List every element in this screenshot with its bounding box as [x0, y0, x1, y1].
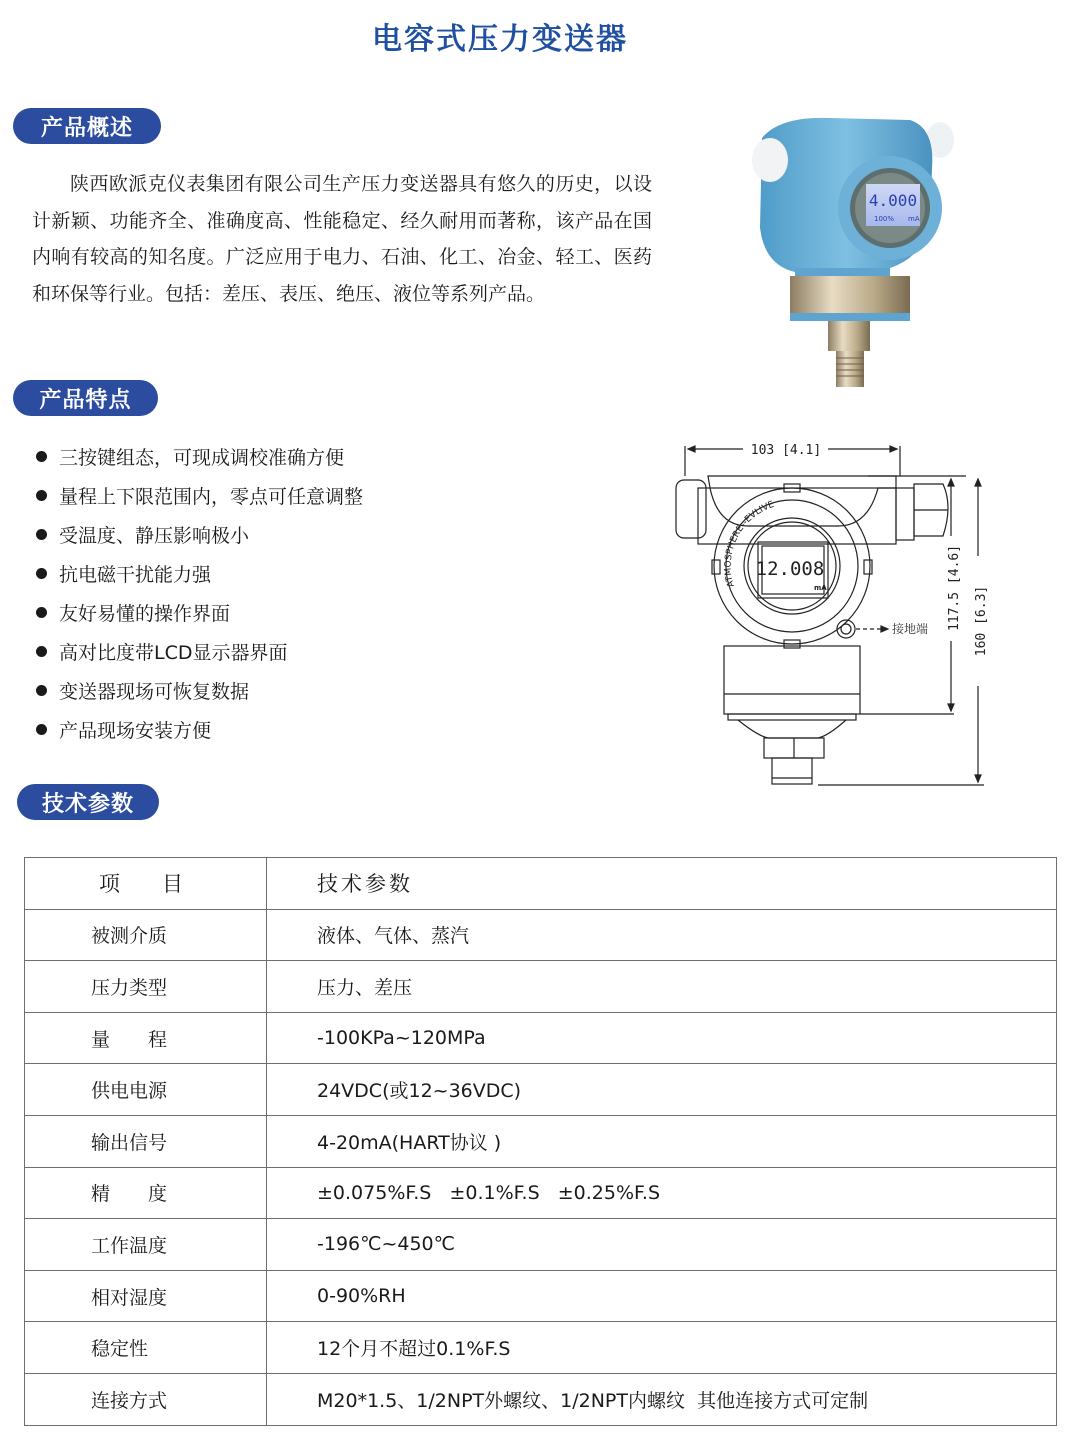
- table-row: [25, 1219, 1057, 1271]
- spec-label: 相对湿度: [25, 1270, 267, 1322]
- svg-text:4.000: 4.000: [868, 191, 918, 210]
- table-row: [25, 1167, 1057, 1219]
- bullet-icon: [36, 451, 47, 462]
- header-value: 技术参数: [267, 858, 1057, 910]
- spec-label: 压力类型: [25, 961, 267, 1013]
- spec-value: 液体、气体、蒸汽: [267, 909, 1057, 961]
- table-row: [25, 909, 1057, 961]
- svg-text:100%: 100%: [874, 215, 895, 223]
- overview-paragraph: 陕西欧派克仪表集团有限公司生产压力变送器具有悠久的历史，以设计新颖、功能齐全、准确度高、性能稳定、经久耐用而著称，该产品在国内响有较高的知名度。广泛应用于电力、石油、化工、冶金、轻工、医药和环保等行业。包括：差压、表压、绝压、液位等系列产品。: [32, 173, 652, 305]
- spec-label: 稳定性: [25, 1322, 267, 1374]
- spec-label: 连接方式: [25, 1373, 267, 1425]
- table-row: [25, 961, 1057, 1013]
- bullet-icon: [36, 529, 47, 540]
- spec-value: 压力、差压: [267, 961, 1057, 1013]
- spec-value: 12个月不超过0.1%F.S: [267, 1322, 1057, 1374]
- spec-label: 工作温度: [25, 1219, 267, 1271]
- spec-value: M20*1.5、1/2NPT外螺纹、1/2NPT内螺纹 其他连接方式可定制: [267, 1373, 1057, 1425]
- feature-item: 变送器现场可恢复数据: [36, 671, 363, 710]
- features-list: [36, 437, 363, 749]
- table-header-row: [25, 858, 1057, 910]
- spec-label: 供电电源: [25, 1064, 267, 1116]
- spec-label: 输出信号: [25, 1115, 267, 1167]
- spec-label: 精 度: [25, 1167, 267, 1219]
- spec-label: 量 程: [25, 1012, 267, 1064]
- svg-text:12.008: 12.008: [755, 558, 825, 580]
- spec-value: 24VDC(或12~36VDC): [267, 1064, 1057, 1116]
- feature-item: 受温度、静压影响极小: [36, 515, 363, 554]
- svg-text:103 [4.1]: 103 [4.1]: [750, 443, 822, 458]
- section-heading-overview: 产品概述: [13, 108, 161, 144]
- dimension-drawing: [668, 436, 998, 792]
- spec-value: 4-20mA(HART协议 ): [267, 1115, 1057, 1167]
- header-item: 项 目: [25, 858, 267, 910]
- bullet-icon: [36, 724, 47, 735]
- bullet-icon: [36, 568, 47, 579]
- table-row: [25, 1115, 1057, 1167]
- feature-item: 产品现场安装方便: [36, 710, 363, 749]
- table-row: [25, 1064, 1057, 1116]
- section-heading-features: 产品特点: [13, 380, 158, 416]
- table-row: [25, 1012, 1057, 1064]
- page-title: 电容式压力变送器: [372, 22, 628, 57]
- svg-text:117.5 [4.6]: 117.5 [4.6]: [947, 544, 962, 632]
- svg-text:160 [6.3]: 160 [6.3]: [974, 585, 989, 657]
- bullet-icon: [36, 646, 47, 657]
- feature-item: 抗电磁干扰能力强: [36, 554, 363, 593]
- spec-value: -196℃~450℃: [267, 1219, 1057, 1271]
- svg-text:mA: mA: [908, 215, 920, 223]
- table-row: [25, 1270, 1057, 1322]
- spec-table: [24, 857, 1057, 1426]
- spec-value: ±0.075%F.S ±0.1%F.S ±0.25%F.S: [267, 1167, 1057, 1219]
- feature-item: 高对比度带LCD显示器界面: [36, 632, 363, 671]
- bullet-icon: [36, 490, 47, 501]
- product-photo: [740, 108, 960, 393]
- svg-text:接地端: 接地端: [892, 622, 929, 636]
- svg-text:ATMOSPHERE--EVLIVE: ATMOSPHERE--EVLIVE: [723, 499, 776, 589]
- spec-value: -100KPa~120MPa: [267, 1012, 1057, 1064]
- spec-label: 被测介质: [25, 909, 267, 961]
- bullet-icon: [36, 607, 47, 618]
- svg-text:mA: mA: [814, 584, 827, 592]
- feature-item: 三按键组态，可现成调校准确方便: [36, 437, 363, 476]
- section-heading-specs: 技术参数: [17, 784, 159, 820]
- feature-item: 友好易懂的操作界面: [36, 593, 363, 632]
- feature-item: 量程上下限范围内，零点可任意调整: [36, 476, 363, 515]
- spec-value: 0-90%RH: [267, 1270, 1057, 1322]
- table-row: [25, 1322, 1057, 1374]
- bullet-icon: [36, 685, 47, 696]
- table-row: [25, 1373, 1057, 1425]
